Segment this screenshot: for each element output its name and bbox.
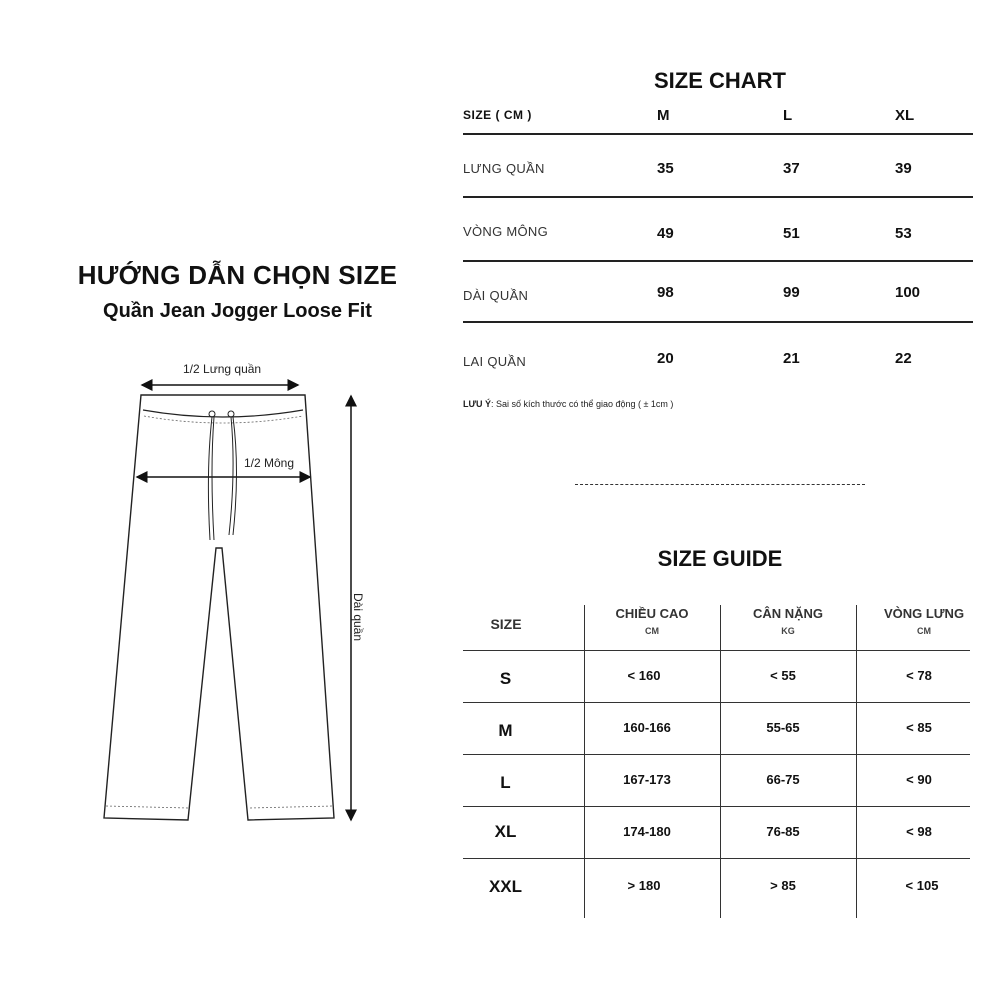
header-waist-unit: CM bbox=[917, 626, 931, 636]
table-cell: 22 bbox=[895, 350, 912, 367]
row-label: DÀI QUẦN bbox=[463, 288, 529, 303]
size-cell: XL bbox=[494, 822, 517, 841]
size-cell: S bbox=[499, 669, 512, 688]
table-cell: 37 bbox=[783, 160, 800, 177]
divider bbox=[463, 754, 970, 755]
table-cell: 20 bbox=[657, 350, 674, 367]
table-cell: 174-180 bbox=[623, 824, 671, 839]
table-cell: < 160 bbox=[627, 668, 661, 683]
divider bbox=[463, 702, 970, 703]
row-label: LƯNG QUẦN bbox=[463, 161, 545, 176]
col-xl: XL bbox=[895, 107, 915, 124]
divider bbox=[463, 650, 970, 651]
table-cell: 98 bbox=[657, 284, 674, 301]
row-label: VÒNG MÔNG bbox=[463, 224, 549, 239]
size-cell: M bbox=[498, 721, 513, 740]
table-cell: < 90 bbox=[906, 772, 932, 787]
guide-subtitle: Quần Jean Jogger Loose Fit bbox=[103, 300, 372, 322]
pants-outline bbox=[104, 395, 334, 820]
col-l: L bbox=[783, 107, 793, 124]
table-cell: > 180 bbox=[627, 878, 661, 893]
size-cell: XXL bbox=[488, 877, 523, 896]
table-cell: 66-75 bbox=[766, 772, 800, 787]
table-cell: > 85 bbox=[770, 878, 796, 893]
divider bbox=[463, 806, 970, 807]
table-cell: < 85 bbox=[906, 720, 932, 735]
divider bbox=[463, 260, 973, 262]
header-waist: VÒNG LƯNG bbox=[883, 606, 965, 621]
pants-diagram bbox=[0, 0, 440, 1000]
note-prefix: LƯU Ý bbox=[463, 399, 491, 409]
column-divider bbox=[856, 605, 857, 918]
divider bbox=[463, 858, 970, 859]
table-cell: < 78 bbox=[906, 668, 932, 683]
col-m: M bbox=[657, 107, 670, 124]
column-divider bbox=[584, 605, 585, 918]
header-weight: CÂN NẶNG bbox=[752, 606, 824, 621]
table-cell: 51 bbox=[783, 225, 800, 242]
table-cell: 53 bbox=[895, 225, 912, 242]
pants-illustration bbox=[0, 0, 440, 1000]
divider bbox=[463, 321, 973, 323]
guide-title: HƯỚNG DẪN CHỌN SIZE bbox=[77, 260, 398, 290]
section-divider bbox=[575, 484, 865, 485]
header-weight-unit: KG bbox=[781, 626, 795, 636]
table-cell: 35 bbox=[657, 160, 674, 177]
divider bbox=[463, 196, 973, 198]
table-cell: 21 bbox=[783, 350, 800, 367]
header-height-unit: CM bbox=[645, 626, 659, 636]
table-cell: 99 bbox=[783, 284, 800, 301]
note-text: : Sai số kích thước có thể giao động ( ± 1cm ) bbox=[490, 399, 674, 409]
table-cell: 49 bbox=[657, 225, 674, 242]
table-cell: 100 bbox=[895, 284, 921, 301]
row-label: LAI QUẦN bbox=[463, 354, 527, 369]
size-guide-title: SIZE GUIDE bbox=[657, 546, 783, 571]
column-divider bbox=[720, 605, 721, 918]
table-cell: < 98 bbox=[906, 824, 932, 839]
divider bbox=[463, 133, 973, 135]
size-note bbox=[463, 399, 673, 409]
table-cell: 39 bbox=[895, 160, 912, 177]
table-cell: 160-166 bbox=[623, 720, 671, 735]
waist-label: 1/2 Lưng quần bbox=[183, 362, 262, 376]
size-chart-title: SIZE CHART bbox=[654, 68, 786, 93]
table-cell: 167-173 bbox=[623, 772, 671, 787]
hip-label: 1/2 Mông bbox=[244, 456, 295, 470]
length-label: Dài quần bbox=[351, 592, 366, 642]
size-cell: L bbox=[500, 773, 511, 792]
table-cell: 76-85 bbox=[766, 824, 800, 839]
header-height: CHIỀU CAO bbox=[615, 606, 689, 621]
header-size: SIZE bbox=[490, 616, 522, 632]
table-cell: < 55 bbox=[770, 668, 796, 683]
size-chart-header: SIZE ( CM ) bbox=[463, 108, 532, 122]
table-cell: 55-65 bbox=[766, 720, 800, 735]
table-cell: < 105 bbox=[905, 878, 939, 893]
